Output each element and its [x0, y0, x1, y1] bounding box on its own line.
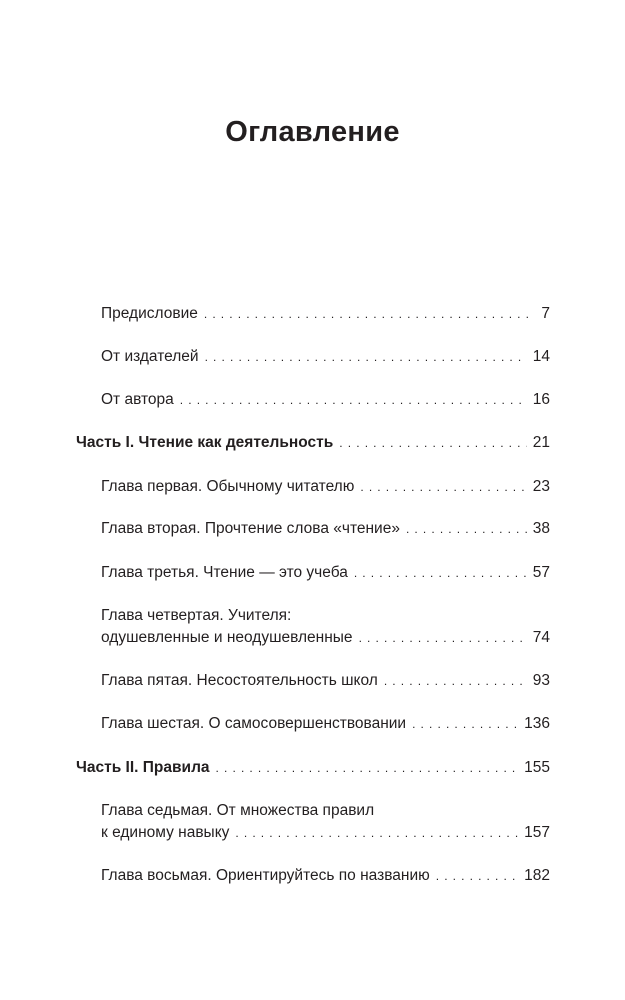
toc-entry-chapter-8[interactable] [101, 865, 550, 887]
toc-page-number: 14 [532, 348, 550, 365]
toc-entry-chapter-3[interactable] [101, 562, 550, 584]
dot-leader [180, 389, 527, 411]
toc-part-title: Часть I. Чтение как деятельность [76, 434, 334, 451]
toc-entry-title: Глава первая. Обычному читателю [101, 478, 355, 495]
toc-page-number: 157 [524, 824, 550, 841]
dot-leader [436, 865, 518, 887]
toc-entry-author[interactable] [101, 389, 550, 411]
dot-leader [216, 757, 519, 779]
toc-entry-title: От автора [101, 391, 174, 408]
toc-page-number: 136 [524, 715, 550, 732]
toc-part-2[interactable] [76, 757, 550, 779]
dot-leader [384, 670, 527, 692]
toc-entry-title: Глава третья. Чтение — это учеба [101, 564, 348, 581]
toc-entry-title: От издателей [101, 348, 199, 365]
toc-page-number: 38 [532, 520, 550, 537]
toc-entry-title: Глава пятая. Несостоятельность школ [101, 672, 378, 689]
dot-leader [204, 303, 536, 325]
toc-entry-chapter-2[interactable] [101, 518, 550, 540]
dot-leader [205, 346, 527, 368]
dot-leader [412, 713, 518, 735]
toc-page-number: 57 [532, 564, 550, 581]
dot-leader [339, 432, 526, 454]
toc-entry-chapter-1[interactable] [101, 476, 550, 498]
toc-entry-chapter-4[interactable] [101, 605, 550, 649]
toc-page-number: 7 [541, 305, 550, 322]
toc-page-number: 155 [524, 759, 550, 776]
toc-entry-title-line1: Глава седьмая. От множества правил [101, 802, 375, 819]
dot-leader [235, 822, 518, 844]
toc-entry-chapter-7[interactable] [101, 800, 550, 844]
toc-entry-title: Глава вторая. Прочтение слова «чтение» [101, 520, 400, 537]
toc-entry-title: Предисловие [101, 305, 198, 322]
toc-page-number: 16 [532, 391, 550, 408]
dot-leader [360, 476, 526, 498]
toc-entry-title: Глава шестая. О самосовершенствовании [101, 715, 407, 732]
toc-entry-title: Глава восьмая. Ориентируйтесь по названию [101, 867, 430, 884]
toc-entry-preface[interactable] [101, 303, 550, 325]
toc-entry-publishers[interactable] [101, 346, 550, 368]
toc-part-1[interactable] [76, 432, 550, 454]
toc-entry-chapter-6[interactable] [101, 713, 550, 735]
toc-entry-title-line1: Глава четвертая. Учителя: [101, 607, 292, 624]
toc-entry-chapter-5[interactable] [101, 670, 550, 692]
toc-page-number: 21 [532, 434, 550, 451]
toc-page-number: 182 [524, 867, 550, 884]
page-title: Оглавление [225, 116, 400, 148]
dot-leader [359, 627, 527, 649]
toc-part-title: Часть II. Правила [76, 759, 210, 776]
dot-leader [406, 518, 527, 540]
toc-page-number: 93 [532, 672, 550, 689]
toc-page-number: 74 [532, 629, 550, 646]
toc-entry-title-line2: одушевленные и неодушевленные [101, 629, 353, 646]
dot-leader [354, 562, 527, 584]
toc-page-number: 23 [532, 478, 550, 495]
toc-entry-title-line2: к единому навыку [101, 824, 230, 841]
